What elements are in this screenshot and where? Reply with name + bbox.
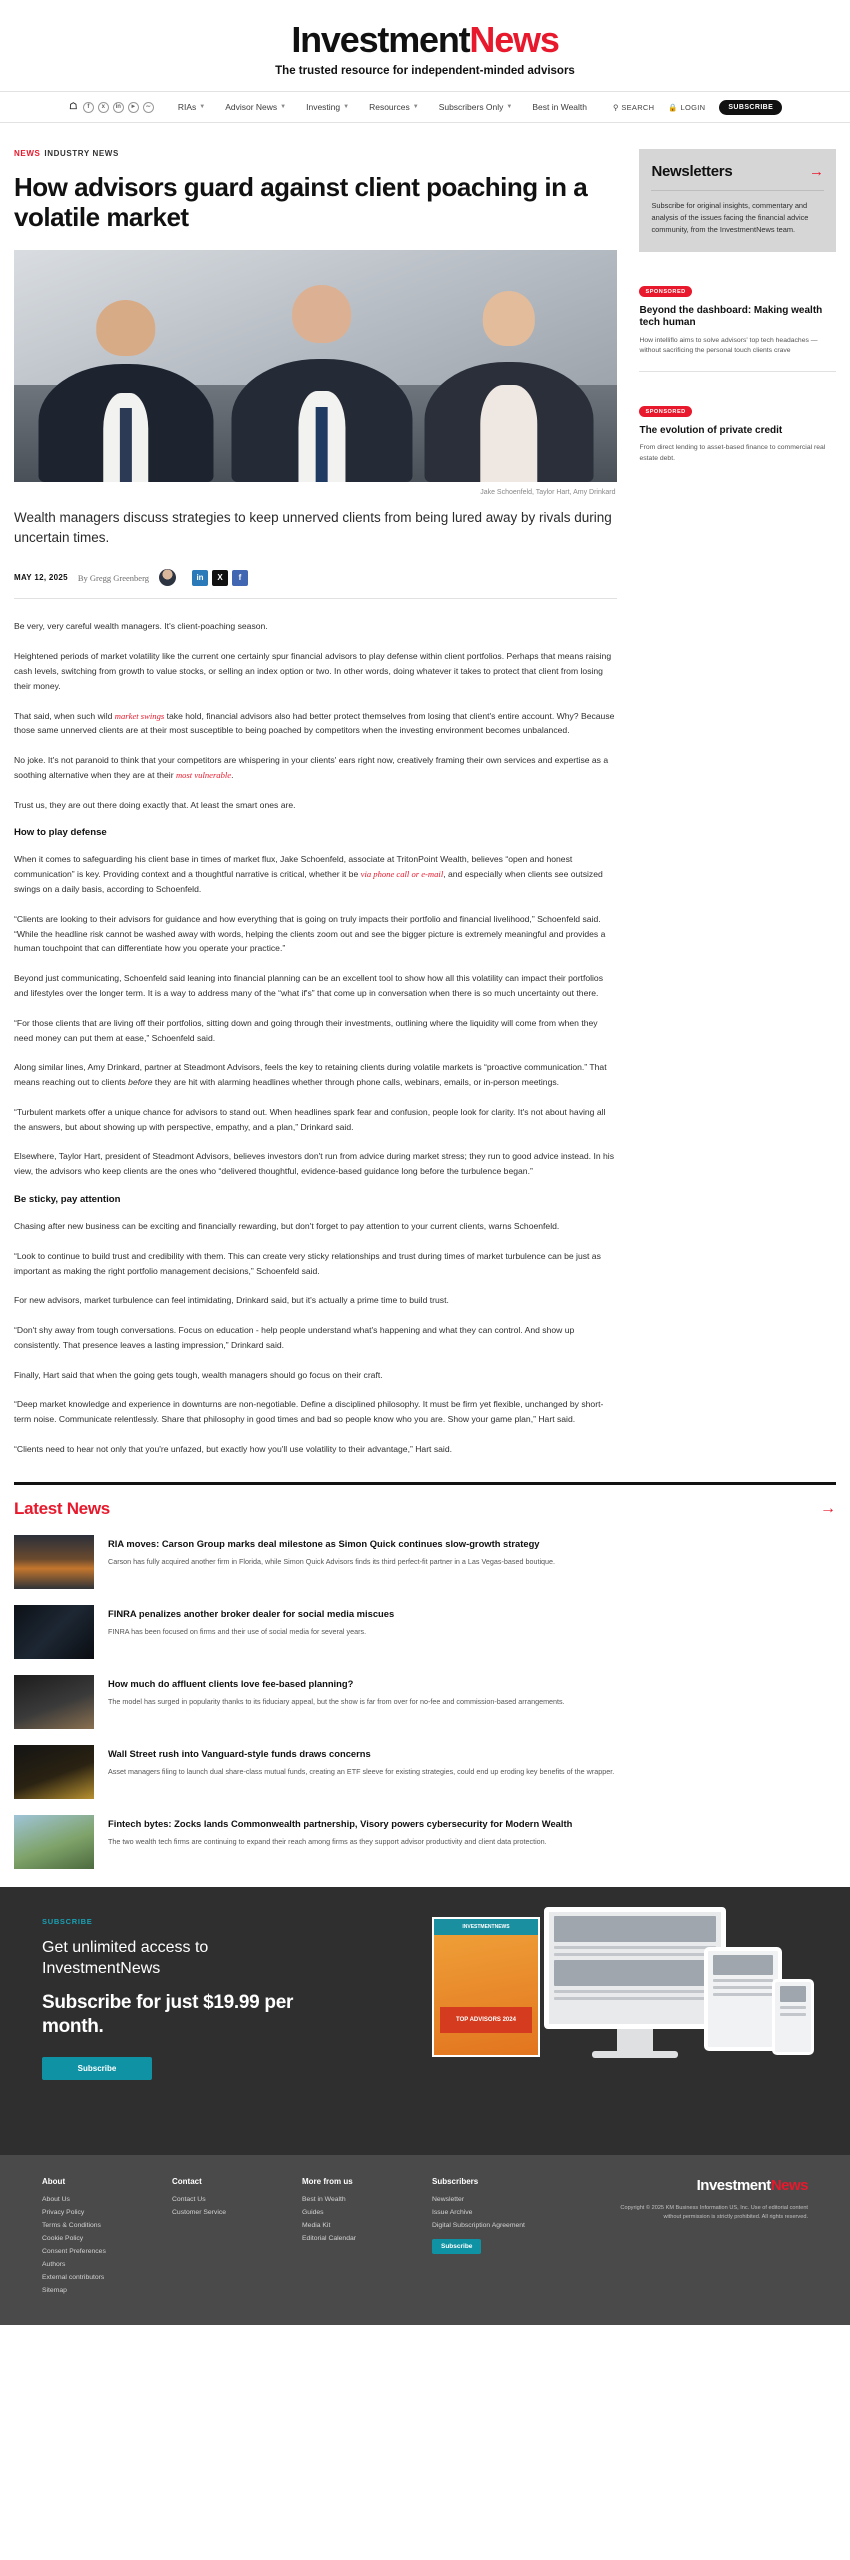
phone-mockup — [772, 1979, 814, 2055]
footer-column-subscribers — [432, 2177, 582, 2300]
site-logo[interactable] — [0, 19, 850, 60]
status-badge: SPONSORED — [639, 406, 691, 417]
cta-device-artwork — [432, 1907, 822, 2137]
cta-price-headline: Subscribe for just $19.99 per month. — [42, 1992, 294, 2038]
list-item-description: Carson has fully acquired another firm in Florida, while Simon Quick Advisors finds its third perfect-fit partner in a Las Vegas-based boutique. — [108, 1557, 556, 1566]
footer-logo-accent: News — [770, 2176, 808, 2194]
page-title: How advisors guard against client poaching in a volatile market — [14, 172, 588, 233]
latest-news-list — [14, 1535, 836, 1869]
nav-item-investing[interactable] — [306, 102, 349, 112]
cta-headline: Get unlimited access to InvestmentNews — [42, 1938, 209, 1977]
article-paragraph: “Clients need to hear not only that you're unfazed, but exactly how you'll use volatility to their advantage,” Hart said. — [14, 1444, 452, 1454]
list-item-title[interactable]: RIA moves: Carson Group marks deal milestone as Simon Quick continues slow-growth strategy — [108, 1537, 540, 1549]
inline-link[interactable]: via phone call or e-mail — [360, 869, 444, 880]
login-label: LOGIN — [680, 102, 706, 112]
article-paragraph: When it comes to safeguarding his client base in times of market flux, Jake Schoenfeld, associate at TritonPoint Wealth, believes “open and honest communication” is key. Providing context and a thoughtful narrative is critical, whether it be via phone call or e-mail, and especially when clients see outsized swings on a daily basis, according to Schoenfeld. — [14, 854, 603, 895]
share-x-icon[interactable]: X — [212, 570, 228, 586]
footer-link[interactable]: Digital Subscription Agreement — [432, 2221, 525, 2229]
login-button[interactable] — [668, 103, 705, 112]
divider — [651, 190, 824, 191]
latest-news-section — [14, 1472, 836, 1869]
copyright-text: Copyright © 2025 KM Business Information US, Inc. Use of editorial content without permission is strictly prohibited. All rights reserved. — [620, 2204, 808, 2220]
list-item-text — [108, 1535, 555, 1567]
sidebar — [639, 149, 836, 1472]
nav-item-label: Subscribers Only — [438, 102, 504, 112]
publish-date: MAY 12, 2025 — [14, 573, 68, 583]
hero-person-left — [38, 297, 213, 483]
article-paragraph: “Look to continue to build trust and credibility with them. This can create very sticky relationships and trust during times of market turbulence can be just as important as making the right portfolio management decisions,” Schoenfeld said. — [14, 1250, 601, 1276]
search-label: SEARCH — [621, 102, 655, 112]
linkedin-icon[interactable]: in — [113, 102, 124, 113]
search-button[interactable] — [613, 103, 654, 112]
magazine-title-band: TOP ADVISORS 2024 — [440, 2007, 532, 2033]
article-paragraph: No joke. It's not paranoid to think that your competitors are whispering in your clients' ears right now, creatively framing their own services and expertise as a soothing alternative when they are at their most vulnerable. — [14, 755, 609, 780]
footer-heading: More from us — [302, 2176, 353, 2186]
subscribe-button-cta[interactable]: Subscribe — [42, 2057, 152, 2080]
article-paragraph: “For those clients that are living off their portfolios, sitting down and going through their investments, outlining where the liquidity will come from when they need money can put them at ease,” Schoenfeld said. — [14, 1017, 598, 1043]
breadcrumb-industry-news[interactable]: INDUSTRY NEWS — [44, 149, 119, 158]
newsletter-description: Subscribe for original insights, commentary and analysis of the issues facing the financial advice community, from the InvestmentNews team. — [651, 201, 809, 234]
lock-icon: 🔒 — [668, 102, 679, 112]
share-linkedin-icon[interactable]: in — [192, 570, 208, 586]
chevron-down-icon: ▼ — [343, 104, 350, 110]
image-caption: Jake Schoenfeld, Taylor Hart, Amy Drinkard — [480, 489, 616, 497]
facebook-icon[interactable]: f — [83, 102, 94, 113]
article-paragraph: That said, when such wild market swings take hold, financial advisors also had better protect themselves from losing that client's entire account. Why? Because those same unnerved clients are at their most susceptible to being poached by competitors when the investing environment becomes unbalanced. — [14, 710, 615, 736]
footer-column-more-from-us — [302, 2177, 432, 2300]
breadcrumb-news[interactable]: NEWS — [14, 149, 41, 158]
site-footer — [0, 2155, 850, 2325]
divider — [14, 1482, 836, 1485]
article-paragraph: Beyond just communicating, Schoenfeld said leaning into financial planning can be an excellent tool to show how all this volatility can impact their portfolios and lifestyles over the longer term. It is a way to address many of the “what if's” that come up in conversation when there is so much uncertainty out there. — [14, 973, 604, 998]
list-item[interactable] — [14, 1815, 836, 1869]
article-hero-image — [14, 250, 617, 482]
article-paragraph: Along similar lines, Amy Drinkard, partner at Steadmont Advisors, feels the key to retaining clients during volatile markets is “proactive communication.” That means reaching out to clients before they are hit with alarming headlines whether through phone calls, webinars, emails, or in-person meetings. — [14, 1062, 607, 1088]
article-deck: Wealth managers discuss strategies to keep unnerved clients from being lured away by rivals during uncertain times. — [14, 510, 612, 545]
list-item-text — [108, 1745, 614, 1777]
footer-link[interactable]: Newsletter — [432, 2195, 465, 2203]
sponsored-description: How intelliflo aims to solve advisors' top tech headaches —without sacrificing the personal touch clients crave — [639, 336, 818, 355]
footer-link[interactable]: Terms & Conditions — [42, 2221, 101, 2229]
article-paragraph: “Clients are looking to their advisors for guidance and how everything that is going on truly impacts their portfolio and financial livelihood,” Schoenfeld said. “While the headline risk cannot be washed away with words, helping the clients zoom out and see the bigger picture is extremely meaningful and provides a human touchpoint that can differentiate how you operate your practice.” — [14, 913, 606, 954]
subscribe-button-footer[interactable]: Subscribe — [432, 2239, 481, 2254]
list-item-title[interactable]: How much do affluent clients love fee-based planning? — [108, 1677, 354, 1689]
chevron-down-icon: ▼ — [412, 104, 419, 110]
cta-kicker: SUBSCRIBE — [42, 1916, 93, 1926]
newsletter-promo-box[interactable] — [639, 149, 836, 252]
sponsored-description: From direct lending to asset-based finance to commercial real estate debt. — [639, 444, 826, 462]
list-item-text — [108, 1605, 394, 1637]
share-buttons — [192, 570, 248, 586]
share-facebook-icon[interactable]: f — [232, 570, 248, 586]
status-badge: SPONSORED — [639, 286, 691, 297]
list-item-description: Asset managers filing to launch dual share-class mutual funds, creating an ETF sleeve for existing strategies, could end up eroding key benefits of the wrapper. — [108, 1767, 615, 1776]
nav-item-resources[interactable] — [369, 102, 419, 112]
chevron-down-icon: ▼ — [199, 104, 206, 110]
footer-link[interactable]: Privacy Policy — [42, 2208, 85, 2216]
sponsored-item-1[interactable] — [639, 280, 836, 372]
man-portrait-photo — [14, 1815, 94, 1869]
finra-logo-photo — [14, 1605, 94, 1659]
nav-item-rias[interactable] — [178, 102, 205, 112]
list-item-title[interactable]: FINRA penalizes another broker dealer for social media miscues — [108, 1607, 395, 1619]
site-tagline: The trusted resource for independent-minded advisors — [275, 65, 575, 77]
logo-primary-text: Investment — [291, 19, 470, 60]
footer-heading: Contact — [172, 2176, 202, 2186]
article-paragraph: Be very, very careful wealth managers. It's client-poaching season. — [14, 621, 268, 632]
footer-link[interactable]: External contributors — [42, 2273, 105, 2281]
list-item[interactable] — [14, 1675, 836, 1729]
footer-link[interactable]: Editorial Calendar — [302, 2234, 357, 2242]
byline-row — [14, 569, 617, 586]
desktop-monitor-mockup — [544, 1907, 726, 2029]
tablet-mockup — [704, 1947, 782, 2051]
breadcrumb — [14, 149, 617, 158]
nav-item-label: Advisor News — [225, 102, 278, 112]
monitor-base — [592, 2051, 678, 2058]
list-item[interactable] — [14, 1535, 836, 1589]
footer-link[interactable]: Customer Service — [172, 2208, 227, 2216]
list-item-title[interactable]: Wall Street rush into Vanguard-style funds draws concerns — [108, 1747, 371, 1759]
list-item-description: FINRA has been focused on firms and their use of social media for several years. — [108, 1627, 367, 1636]
footer-heading: Subscribers — [432, 2176, 479, 2186]
footer-link[interactable]: About Us — [42, 2195, 70, 2203]
article-paragraph: Trust us, they are out there doing exactly that. At least the smart ones are. — [14, 799, 296, 810]
list-item[interactable] — [14, 1605, 836, 1659]
inline-link[interactable]: market swings — [114, 710, 165, 721]
rss-icon[interactable]: ∼ — [143, 102, 154, 113]
chevron-down-icon: ▼ — [280, 104, 287, 110]
main-navigation — [0, 91, 850, 123]
article-paragraph: “Deep market knowledge and experience in downturns are non-negotiable. Define a disciplined philosophy. It must be firm yet flexible, unchanged by short-term noise. Communicate relentlessly. Share that philosophy in good times and bad so people know who you are. Show your game plan,” Hart said. — [14, 1399, 604, 1425]
nav-item-label: Best in Wealth — [532, 102, 588, 112]
latest-news-title: Latest News — [14, 1498, 110, 1518]
list-item-description: The model has surged in popularity thanks to its fiduciary appeal, but the show is far from over for no-fee and commission-based arrangements. — [108, 1697, 565, 1706]
article-main-column — [14, 149, 617, 1472]
etf-gold-letters-photo — [14, 1745, 94, 1799]
subscribe-button-nav[interactable]: SUBSCRIBE — [719, 100, 782, 115]
magazine-cover-image — [432, 1917, 540, 2057]
list-item-description: The two wealth tech firms are continuing to expand their reach among firms as they support advisor productivity and client data protection. — [108, 1837, 547, 1846]
chevron-down-icon: ▼ — [506, 104, 513, 110]
arrow-right-icon[interactable]: → — [820, 1499, 836, 1517]
footer-column-contact — [172, 2177, 302, 2300]
footer-link[interactable]: Consent Preferences — [42, 2247, 106, 2255]
site-masthead — [0, 0, 850, 91]
inline-link[interactable]: most vulnerable — [175, 769, 232, 780]
logo-accent-text: News — [469, 19, 559, 60]
article-paragraph: Chasing after new business can be exciting and financially rewarding, but don't forget to pay attention to your current clients, warns Schoenfeld. — [14, 1220, 560, 1231]
article-paragraph: “Turbulent markets offer a unique chance for advisors to stand out. When headlines spark fear and confusion, people look for clarity. It's not about having all the answers, but about showing up with perspective, empathy, and a plan,” Drinkard said. — [14, 1106, 606, 1132]
nav-item-label: Resources — [369, 102, 410, 112]
social-icon-row — [68, 102, 154, 113]
nav-item-label: Investing — [306, 102, 341, 112]
divider — [639, 371, 836, 372]
footer-link[interactable]: Guides — [302, 2208, 324, 2216]
list-item-title[interactable]: Fintech bytes: Zocks lands Commonwealth partnership, Visory powers cybersecurity for Modern Wealth — [108, 1817, 573, 1829]
footer-link[interactable]: Cookie Policy — [42, 2234, 84, 2242]
home-icon[interactable]: ☖ — [69, 100, 78, 111]
x-icon[interactable]: x — [98, 102, 109, 113]
emphasized-text: before — [128, 1077, 153, 1088]
footer-link[interactable]: Authors — [42, 2260, 66, 2268]
avatar — [159, 569, 176, 586]
hero-person-center — [231, 283, 412, 483]
sponsored-item-2[interactable] — [639, 400, 836, 465]
footer-link[interactable]: Media Kit — [302, 2221, 331, 2229]
hero-person-right — [424, 287, 593, 482]
article-paragraph: “Don't shy away from tough conversations. Focus on education - help people understand what's happening and what they can control. And show up consistently. That presence leaves a lasting impression,” Drinkard said. — [14, 1325, 575, 1350]
divider — [14, 598, 617, 599]
section-subheading: Be sticky, pay attention — [14, 1193, 121, 1205]
footer-logo-primary: Investment — [696, 2176, 771, 2194]
article-paragraph: For new advisors, market turbulence can feel intimidating, Drinkard said, but it's actually a prime time to build trust. — [14, 1295, 449, 1306]
section-subheading: How to play defense — [14, 827, 107, 839]
arrow-right-icon[interactable]: → — [809, 163, 824, 180]
list-item-text — [108, 1815, 572, 1847]
article-body — [14, 619, 617, 1456]
newsletter-title: Newsletters — [651, 163, 733, 180]
footer-link[interactable]: Sitemap — [42, 2286, 67, 2294]
hand-holding-blocks-photo — [14, 1675, 94, 1729]
footer-brand-block — [608, 2177, 808, 2300]
author-byline[interactable]: By Gregg Greenberg — [77, 572, 150, 583]
list-item-text — [108, 1675, 565, 1707]
footer-heading: About — [42, 2176, 66, 2186]
magazine-masthead: INVESTMENTNEWS — [434, 1919, 538, 1935]
article-paragraph: Elsewhere, Taylor Hart, president of Steadmont Advisors, believes investors don't run from advice during market stress; they run to good advice instead. In his view, the advisors who keep clients are the ones who “delivered thoughtful, evidence-based guidance long before the turbulence began.” — [14, 1151, 615, 1177]
footer-link[interactable]: Best in Wealth — [302, 2195, 346, 2203]
monitor-stand — [617, 2029, 653, 2051]
article-paragraph: Heightened periods of market volatility like the current one certainly spur financial advisors to play defense within client portfolios. Perhaps that means raising cash levels, switching from growth to value stocks, or selling an index option or two. In other words, doing whatever it takes to protect that client from losing their money. — [14, 651, 612, 691]
footer-logo[interactable] — [608, 2177, 808, 2194]
nav-item-subscribers-only[interactable] — [439, 102, 513, 112]
footer-link[interactable]: Issue Archive — [432, 2208, 473, 2216]
nav-item-advisor-news[interactable] — [225, 102, 286, 112]
list-item[interactable] — [14, 1745, 836, 1799]
article-paragraph: Finally, Hart said that when the going gets tough, wealth managers should go focus on their craft. — [14, 1369, 383, 1380]
nav-item-best-in-wealth[interactable] — [532, 102, 587, 112]
sponsored-title: Beyond the dashboard: Making wealth tech human — [639, 304, 823, 329]
youtube-icon[interactable]: ► — [128, 102, 139, 113]
footer-column-about — [42, 2177, 172, 2300]
subscribe-cta-banner — [0, 1887, 850, 2155]
nav-item-label: RIAs — [177, 102, 197, 112]
search-icon: ⚲ — [613, 102, 619, 112]
sponsored-title: The evolution of private credit — [639, 424, 783, 436]
highway-sunset-photo — [14, 1535, 94, 1589]
footer-link[interactable]: Contact Us — [172, 2195, 206, 2203]
